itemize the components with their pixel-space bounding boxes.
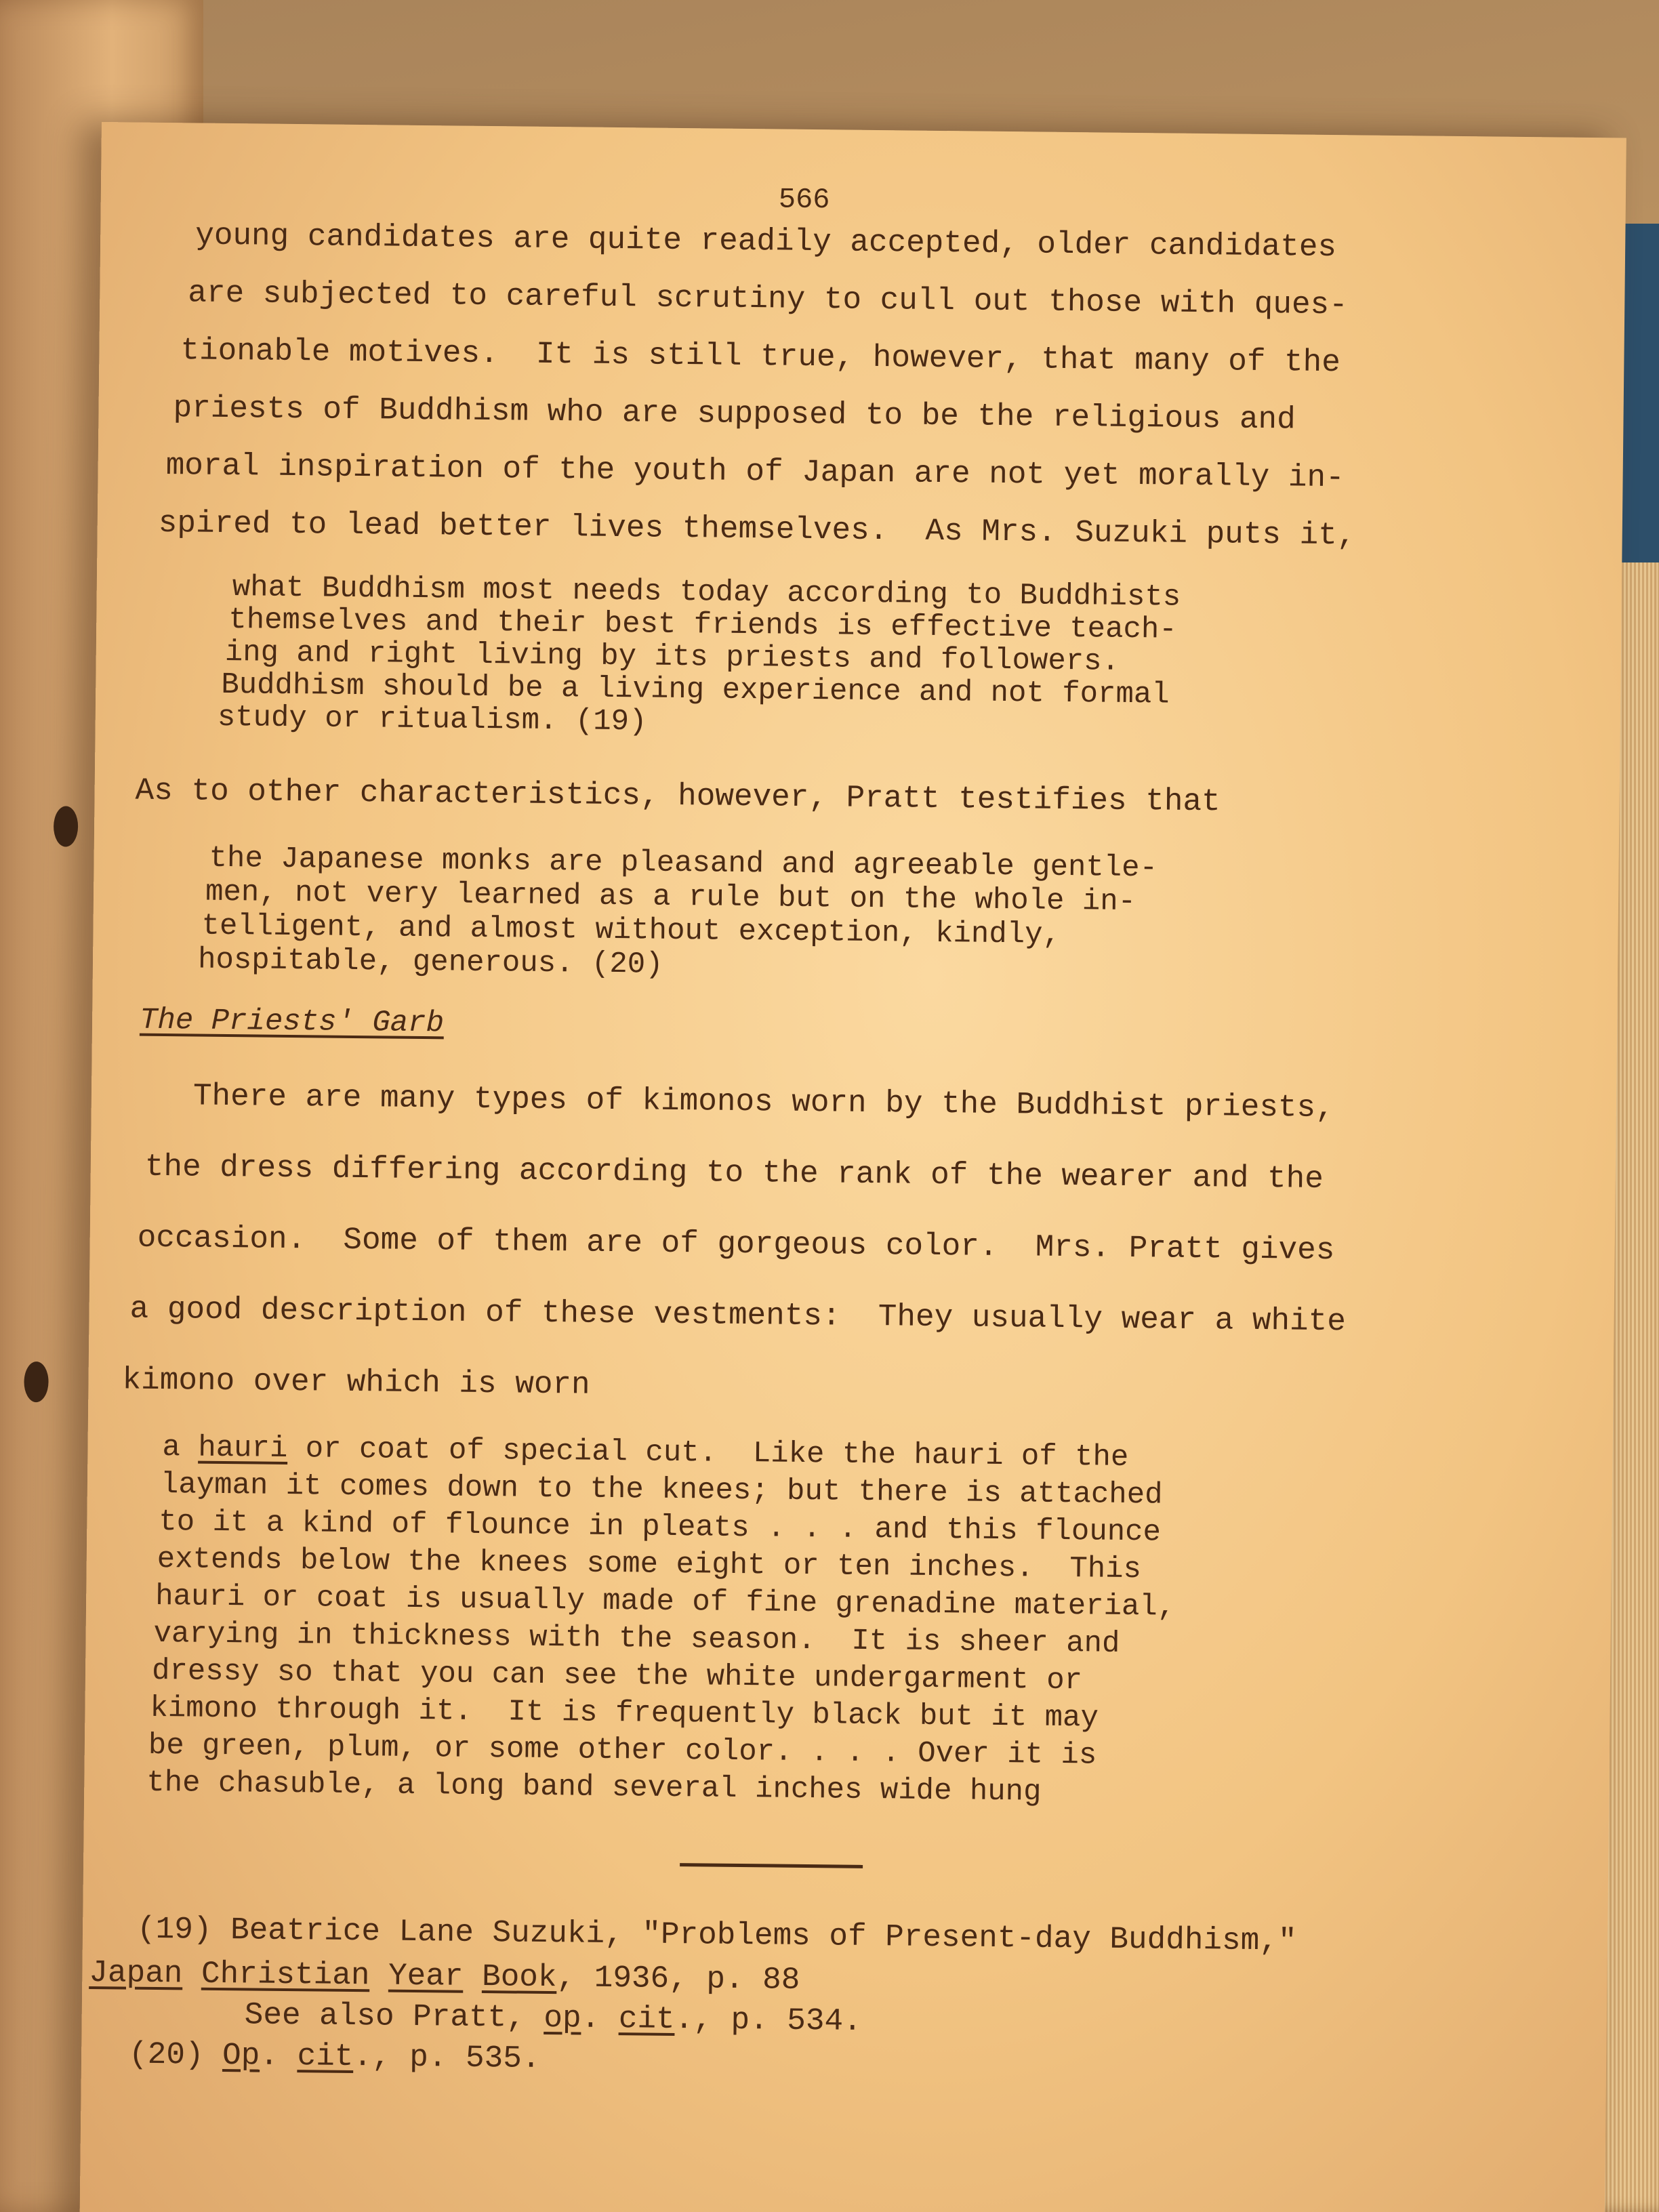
section-heading: The Priests' Garb [139,1003,445,1041]
abbrev-cit: cit [618,2001,675,2038]
footnote-text: ., p. 534. [674,2002,862,2039]
block-quote-line: telligent, and almost without exception, kindly, [201,909,1061,952]
block-quote-line: be green, plum, or some other color. . . . Over it is [148,1728,1097,1773]
block-quote-line: hauri or coat is usually made of fine grenadine material, [155,1579,1176,1624]
paragraph-line: As to other characteristics, however, Pratt testifies that [135,773,1221,820]
block-quote-line: extends below the knees some eight or ten inches. This [157,1542,1142,1587]
page-number: 566 [778,183,830,217]
block-quote-line: the Japanese monks are pleasand and agreeable gentle- [209,841,1158,886]
title-word: Christian [201,1956,370,1994]
block-quote-line: men, not very learned as a rule but on the whole in- [205,875,1136,920]
abbrev-cit: cit [297,2039,354,2075]
document-page [79,122,1626,2212]
paragraph-line: spired to lead better lives themselves. As Mrs. Suzuki puts it, [158,505,1356,554]
title-word: Japan [89,1954,183,1992]
block-quote-line: to it a kind of flounce in pleats . . . and this flounce [159,1504,1162,1550]
paragraph-line: moral inspiration of the youth of Japan are not yet morally in- [165,448,1345,496]
block-quote-line [162,1431,1128,1475]
paragraph-line: occasion. Some of them are of gorgeous color. Mrs. Pratt gives [137,1220,1335,1269]
block-quote-line: dressy so that you can see the white undergarment or [151,1654,1083,1698]
paragraph-line: priests of Buddhism who are supposed to be the religious and [173,390,1296,438]
block-quote-line: kimono through it. It is frequently black but it may [150,1691,1099,1736]
paragraph-line: tionable motives. It is still true, however, that many of the [180,333,1341,381]
block-quote-line: varying in thickness with the season. It is sheer and [153,1616,1120,1661]
block-quote-line: ing and right living by its priests and followers. [224,635,1120,679]
footnote-20: (20) Op. cit., p. 535. [128,2036,541,2076]
footnote-19-see-also: See also Pratt, op. cit., p. 534. [244,1997,862,2039]
paragraph-line: young candidates are quite readily accepted, older candidates [194,218,1337,266]
block-quote-line: themselves and their best friends is effective teach- [228,603,1177,647]
block-quote-line: hospitable, generous. (20) [197,943,663,982]
footnote-text: See also Pratt, [244,1997,544,2036]
title-word: Year [388,1958,464,1994]
paragraph-line: a good description of these vestments: They usually wear a white [129,1291,1347,1340]
block-quote-line: Buddhism should be a living experience and not formal [221,668,1170,712]
abbrev-op: Op [222,2038,260,2074]
quote-text: or coat of special cut. Like the hauri of the [287,1431,1129,1475]
paragraph-line: the dress differing according to the rank of the wearer and the [144,1149,1324,1197]
underlined-term: hauri [198,1431,288,1466]
footnote-19-source [89,1955,800,1998]
abbrev-op: op [544,2000,581,2036]
title-word: Book [481,1959,557,1996]
paragraph-line: are subjected to careful scrutiny to cull out those with ques- [188,275,1349,323]
footnote-text: (20) [128,2036,223,2074]
paragraph-line: There are many types of kimonos worn by the Buddhist priests, [192,1078,1335,1126]
footnote-19: (19) Beatrice Lane Suzuki, "Problems of Present-day Buddhism," [136,1911,1297,1959]
block-quote-line: the chasuble, a long band several inches wide hung [146,1765,1042,1809]
block-quote-line: what Buddhism most needs today according to Buddhists [232,571,1181,615]
footnote-separator [680,1863,863,1868]
footnote-text: , 1936, p. 88 [556,1960,800,1998]
block-quote-line: study or ritualism. (19) [217,700,647,739]
block-quote-line: layman it comes down to the knees; but there is attached [160,1468,1163,1513]
quote-text: a [162,1431,199,1465]
paragraph-line: kimono over which is worn [122,1362,590,1403]
footnote-text: ., p. 535. [353,2039,541,2076]
